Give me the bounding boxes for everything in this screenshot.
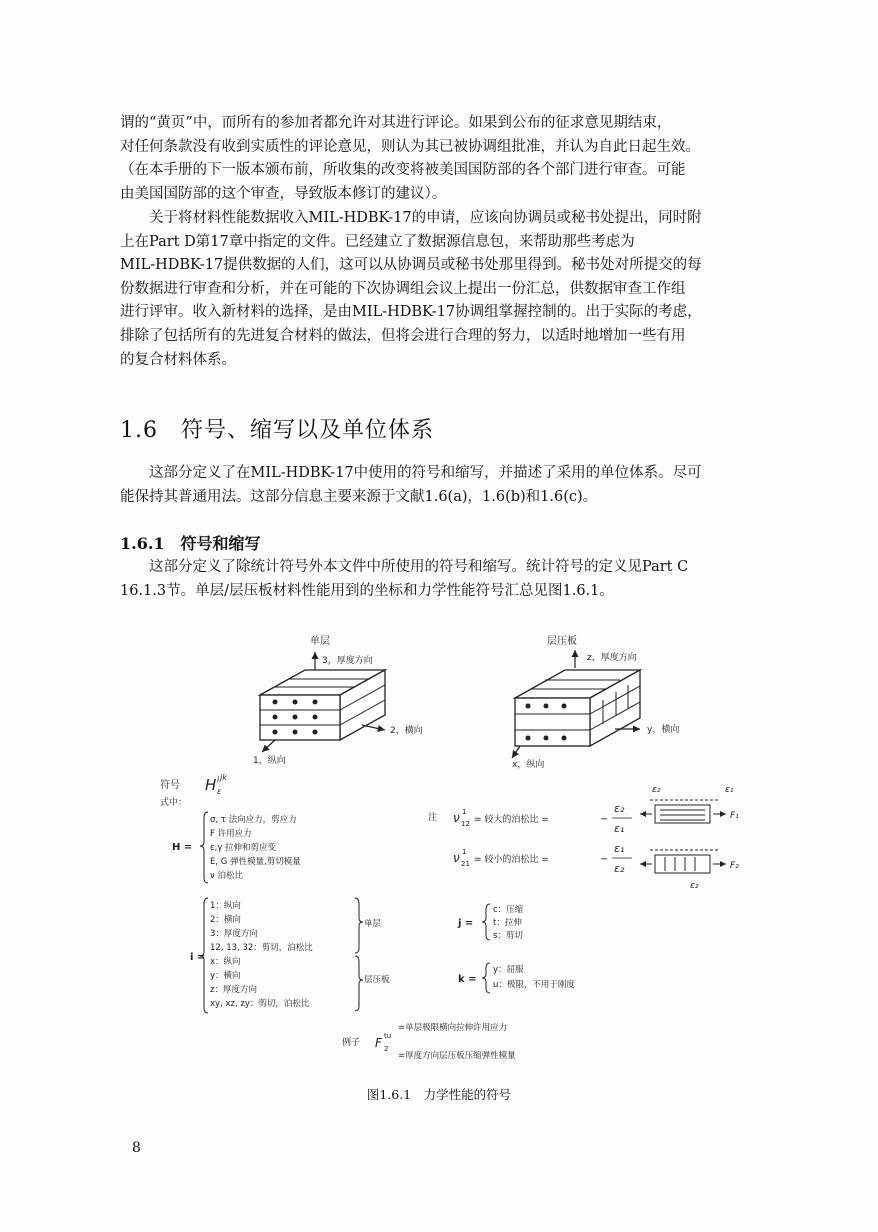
lamina-title: 单层 [310, 636, 330, 647]
text-line: 份数据进行审查和分析，并在可能的下次协调组会议上提出一份汇总，供数据审查工作组 [120, 280, 686, 297]
text-line: 16.1.3节。单层/层压板材料性能用到的坐标和力学性能符号汇总见图1.6.1。 [120, 582, 614, 599]
svg-text:−: − [600, 814, 609, 825]
note-v12: = 较大的泊松比 = [474, 815, 549, 825]
svg-text:1: 1 [462, 808, 467, 816]
text-line: 能保持其普通用法。这部分信息主要来源于文献1.6(a)，1.6(b)和1.6(c)。 [120, 488, 598, 505]
note-v21: = 较小的泊松比 = [474, 855, 549, 865]
j-def: c：压缩 [493, 905, 524, 915]
example-label: 例子 [342, 1038, 361, 1048]
i-lamina-def: 12, 13, 32：剪切，泊松比 [210, 943, 313, 953]
i-laminate-label: 层压板 [364, 975, 390, 985]
text-line: （在本手册的下一版本颁布前，所收集的改变将被美国国防部的各个部门进行审查。可能 [120, 162, 686, 179]
h-def: E, G 弹性模量,剪切模量 [210, 857, 301, 867]
text-line: MIL-HDBK-17提供数据的人们，这可以从协调员或秘书处那里得到。秘书处对所提交的每 [120, 257, 702, 274]
svg-text:ν: ν [453, 851, 460, 865]
symbol-label: 符号 [160, 780, 180, 791]
text-line: 由美国国防部的这个审查，导致版本修订的建议）。 [120, 185, 447, 202]
lamina-axis-1: 1，纵向 [253, 756, 286, 766]
text-line: 排除了包括所有的先进复合材料的做法，但将会进行合理的努力，以适时地增加一些有用 [120, 327, 686, 344]
lamina-axis-3: 3，厚度方向 [322, 656, 373, 666]
note-label: 注 [428, 813, 438, 823]
subsection-heading: 1.6.1 符号和缩写 [120, 534, 261, 553]
figure-caption: 图1.6.1 力学性能的符号 [366, 1087, 512, 1102]
svg-text:i: i [217, 775, 220, 784]
svg-text:tu: tu [384, 1032, 392, 1040]
svg-text:ε₂: ε₂ [652, 785, 661, 795]
svg-text:ε₂: ε₂ [690, 881, 699, 891]
svg-text:ε₂: ε₂ [614, 862, 625, 875]
text-line: 关于将材料性能数据收入MIL-HDBK-17的申请，应该向协调员或秘书处提出，同时附 [149, 210, 702, 226]
subsection-paragraph [120, 556, 780, 603]
svg-text:ε₁: ε₁ [614, 822, 625, 835]
lamina-diagram [253, 634, 423, 766]
svg-text:21: 21 [461, 860, 470, 868]
i-lamina-def: 2：横向 [210, 915, 241, 925]
symbol-h: H [205, 776, 217, 794]
h-def: F 许用应力 [210, 829, 252, 839]
j-prefix: j = [458, 918, 474, 929]
svg-text:ν: ν [453, 811, 460, 825]
text-line: 这部分定义了除统计符号外本文件中所使用的符号和缩写。统计符号的定义见Part C [149, 559, 689, 575]
svg-text:F: F [375, 1036, 382, 1050]
text-line: 上在Part D第17章中指定的文件。已经建立了数据源信息包，来帮助那些考虑为 [120, 233, 635, 250]
svg-text:ε₁: ε₁ [725, 785, 734, 795]
laminate-title: 层压板 [547, 636, 577, 647]
i-lamina-def: 3：厚度方向 [210, 929, 258, 939]
svg-text:−: − [600, 854, 609, 865]
text-line: 谓的“黄页”中，而所有的参加者都允许对其进行评论。如果到公布的征求意见期结束， [120, 115, 672, 131]
i-lamina-def: 1：纵向 [210, 901, 241, 911]
example-line: =厚度方向层压板压缩弹性模量 [398, 1051, 516, 1061]
i-laminate-def: x：纵向 [210, 957, 241, 967]
svg-text:1: 1 [462, 848, 467, 856]
page-number: 8 [132, 1140, 141, 1156]
section-paragraph [120, 462, 780, 509]
j-def: s：剪切 [493, 931, 523, 941]
i-laminate-def: z：厚度方向 [210, 985, 257, 995]
i-prefix: i = [190, 952, 206, 963]
h-def: ν 泊松比 [210, 871, 243, 881]
figure-mechanical-symbols [150, 630, 770, 1070]
text-line: 对任何条款没有收到实质性的评论意见，则认为其已被协调组批准，并认为自此日起生效。 [120, 138, 700, 155]
j-def: t：拉伸 [493, 918, 522, 928]
paragraph-1 [120, 112, 780, 206]
example-line: =单层极限横向拉伸许用应力 [398, 1023, 508, 1033]
laminate-axis-z: z，厚度方向 [587, 653, 637, 663]
h-prefix: H = [172, 842, 193, 853]
svg-text:12: 12 [461, 820, 470, 828]
i-laminate-def: xy, xz, zy：剪切，泊松比 [210, 999, 310, 1009]
section-heading: 1.6 符号、缩写以及单位体系 [120, 418, 434, 443]
laminate-axis-x: x，纵向 [512, 760, 545, 770]
k-def: u：极限，不用于刚度 [493, 980, 575, 990]
laminate-diagram [512, 634, 679, 770]
paragraph-2 [120, 207, 780, 372]
svg-text:2: 2 [384, 1045, 389, 1053]
h-def: σ, τ 法向应力，剪应力 [210, 815, 297, 825]
k-def: y：屈服 [493, 965, 524, 975]
k-prefix: k = [458, 974, 477, 985]
where-label: 式中： [160, 798, 188, 808]
svg-text:F₂: F₂ [730, 861, 739, 871]
h-def: ε,γ 拉伸和剪应变 [210, 843, 277, 853]
text-line: 进行评审。收入新材料的选择，是由MIL-HDBK-17协调组掌握控制的。出于实际的考虑， [120, 304, 702, 321]
svg-text:ε₂: ε₂ [614, 802, 625, 815]
text-line: 这部分定义了在MIL-HDBK-17中使用的符号和缩写，并描述了采用的单位体系。尽可 [149, 465, 702, 481]
i-laminate-def: y：横向 [210, 971, 241, 981]
lamina-axis-2: 2，横向 [390, 726, 423, 736]
svg-text:ε: ε [217, 787, 222, 796]
svg-text:ε₁: ε₁ [614, 842, 625, 855]
svg-text:jk: jk [220, 773, 227, 782]
laminate-axis-y: y，横向 [647, 725, 680, 735]
i-lamina-label: 单层 [364, 919, 382, 929]
svg-text:F₁: F₁ [730, 811, 739, 821]
text-line: 的复合材料体系。 [120, 351, 236, 368]
